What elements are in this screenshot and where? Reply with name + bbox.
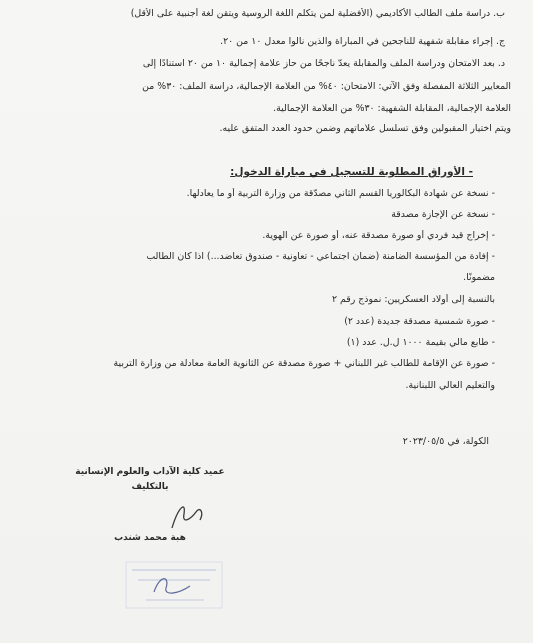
item-c: ج. إجراء مقابلة شفهية للناجحين في المباراة والذين نالوا معدل ١٠ من ٢٠.	[220, 36, 505, 47]
item-d: د. بعد الامتحان ودراسة الملف والمقابلة يعدّ ناجحًا من حاز علامة إجمالية ١٠ من ٢٠ استنادًا إلى	[142, 58, 505, 69]
selection-note: ويتم اختيار المقبولين وفق تسلسل علاماتهم وضمن حدود العدد المتفق عليه.	[219, 123, 511, 134]
dean-name: هبة محمد شندب	[114, 533, 186, 543]
signature-scribble	[160, 494, 220, 534]
item-b: ب. دراسة ملف الطالب الأكاديمي (الأفضلية لمن يتكلم اللغة الروسية ويتقن لغة أجنبية على الأقل)	[130, 8, 505, 19]
paper-item: - إخراج قيد فردي أو صورة مصدقة عنه، أو صورة عن الهوية.	[262, 230, 495, 241]
official-stamp	[118, 556, 228, 616]
criteria-line-1: المعايير الثلاثة المفصلة وفق الآتي: الامتحان: ٤٠% من العلامة الإجمالية، دراسة الملف: ٣٠% من	[142, 81, 511, 92]
paper-item: - طابع مالي بقيمة ١٠٠٠ ل.ل. عدد (١)	[346, 337, 495, 348]
paper-item: بالنسبة إلى أولاد العسكريين: نموذج رقم ٢	[331, 294, 495, 305]
date-line: الكولة، في ٢٠٢٣/٠٥/٥	[402, 436, 489, 447]
paper-item: - صورة عن الإقامة للطالب غير اللبناني + صورة مصدقة عن الثانوية العامة معادلة من وزارة التربية	[113, 358, 495, 369]
criteria-line-2: العلامة الإجمالية، المقابلة الشفهية: ٣٠% من العلامة الإجمالية.	[273, 103, 511, 114]
paper-item: والتعليم العالي اللبنانية.	[405, 380, 495, 391]
paper-item: مضمونًا.	[463, 272, 495, 283]
paper-item: - صورة شمسية مصدقة جديدة (عدد ٢)	[344, 316, 495, 327]
paper-item: - نسخة عن شهادة البكالوريا القسم الثاني مصدّقة من وزارة التربية أو ما يعادلها.	[186, 188, 495, 199]
paper-item: - إفادة من المؤسسة الضامنة (ضمان اجتماعي - تعاونية - صندوق تعاضد...) اذا كان الطالب	[146, 251, 495, 262]
dean-mandate: بالتكليف	[131, 482, 169, 492]
paper-item: - نسخة عن الإجازة مصدقة	[391, 209, 495, 220]
papers-heading: - الأوراق المطلوبة للتسجيل في مباراة الدخول:	[230, 166, 473, 178]
dean-title: عميد كلية الآداب والعلوم الإنسانية	[75, 467, 225, 477]
